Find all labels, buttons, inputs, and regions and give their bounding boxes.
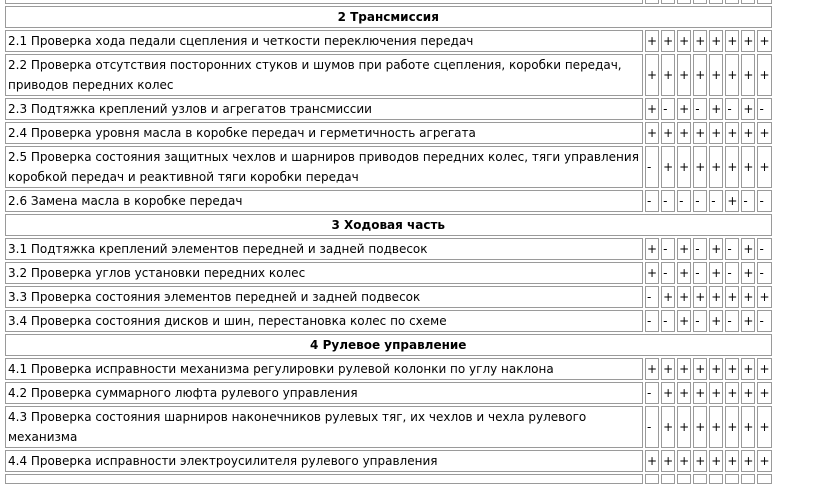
status-mark: +: [693, 382, 707, 404]
status-mark: +: [741, 30, 755, 52]
status-mark: +: [645, 262, 659, 284]
status-mark: +: [725, 190, 739, 212]
status-mark: +: [645, 238, 659, 260]
status-mark: -: [693, 310, 707, 332]
status-mark: +: [725, 382, 739, 404]
status-mark: +: [645, 450, 659, 472]
status-mark: [709, 0, 723, 4]
table-row: [5, 382, 772, 404]
item-description: 3.3 Проверка состояния элементов передней и задней подвесок: [5, 286, 643, 308]
status-mark: [693, 474, 707, 484]
status-mark: +: [693, 450, 707, 472]
status-mark: +: [693, 122, 707, 144]
status-mark: +: [677, 30, 691, 52]
table-row: [5, 358, 772, 380]
status-mark: +: [709, 54, 723, 96]
status-mark: +: [725, 54, 739, 96]
status-mark: +: [709, 122, 723, 144]
status-mark: -: [645, 406, 659, 448]
status-mark: +: [741, 310, 755, 332]
status-mark: +: [757, 54, 771, 96]
status-mark: +: [693, 358, 707, 380]
status-mark: +: [741, 286, 755, 308]
table-edge-row: [5, 0, 772, 4]
status-mark: -: [645, 310, 659, 332]
status-mark: +: [741, 262, 755, 284]
status-mark: +: [757, 286, 771, 308]
status-mark: -: [757, 262, 771, 284]
section-title: 2 Трансмиссия: [5, 6, 772, 28]
status-mark: +: [661, 406, 675, 448]
status-mark: +: [693, 146, 707, 188]
status-mark: +: [677, 122, 691, 144]
status-mark: -: [709, 190, 723, 212]
status-mark: -: [645, 382, 659, 404]
status-mark: +: [725, 450, 739, 472]
section-title: 3 Ходовая часть: [5, 214, 772, 236]
status-mark: -: [661, 310, 675, 332]
status-mark: +: [709, 382, 723, 404]
section-header-row: [5, 6, 772, 28]
status-mark: -: [645, 146, 659, 188]
section-title: 4 Рулевое управление: [5, 334, 772, 356]
status-mark: +: [757, 382, 771, 404]
table-row: [5, 146, 772, 188]
table-row: [5, 238, 772, 260]
item-description: 3.2 Проверка углов установки передних колес: [5, 262, 643, 284]
status-mark: +: [725, 122, 739, 144]
status-mark: +: [661, 286, 675, 308]
status-mark: +: [645, 98, 659, 120]
status-mark: -: [693, 190, 707, 212]
status-mark: +: [693, 30, 707, 52]
status-mark: +: [709, 310, 723, 332]
item-description: 3.1 Подтяжка креплений элементов передней и задней подвесок: [5, 238, 643, 260]
status-mark: +: [677, 382, 691, 404]
status-mark: -: [693, 98, 707, 120]
status-mark: +: [709, 406, 723, 448]
status-mark: +: [757, 122, 771, 144]
status-mark: -: [757, 190, 771, 212]
item-description: 2.6 Замена масла в коробке передач: [5, 190, 643, 212]
table-edge-row: [5, 474, 772, 484]
status-mark: +: [677, 146, 691, 188]
status-mark: +: [741, 122, 755, 144]
status-mark: +: [709, 450, 723, 472]
status-mark: +: [709, 30, 723, 52]
status-mark: +: [757, 30, 771, 52]
status-mark: [725, 474, 739, 484]
status-mark: [677, 474, 691, 484]
status-mark: +: [709, 358, 723, 380]
status-mark: +: [677, 310, 691, 332]
item-description: 2.2 Проверка отсутствия посторонних стуков и шумов при работе сцепления, коробки передач, приводов передних колес: [5, 54, 643, 96]
status-mark: -: [645, 190, 659, 212]
status-mark: +: [741, 54, 755, 96]
status-mark: +: [725, 286, 739, 308]
status-mark: -: [757, 238, 771, 260]
table-row: [5, 98, 772, 120]
status-mark: +: [661, 146, 675, 188]
status-mark: [709, 474, 723, 484]
status-mark: +: [645, 122, 659, 144]
item-description: 2.1 Проверка хода педали сцепления и четкости переключения передач: [5, 30, 643, 52]
section-header-row: [5, 214, 772, 236]
status-mark: +: [661, 122, 675, 144]
status-mark: +: [725, 146, 739, 188]
item-description: 4.4 Проверка исправности электроусилителя рулевого управления: [5, 450, 643, 472]
status-mark: +: [757, 358, 771, 380]
status-mark: [757, 474, 771, 484]
status-mark: +: [709, 262, 723, 284]
item-description: 2.4 Проверка уровня масла в коробке передач и герметичность агрегата: [5, 122, 643, 144]
table-row: [5, 310, 772, 332]
status-mark: +: [661, 54, 675, 96]
table-row: [5, 450, 772, 472]
table-row: [5, 54, 772, 96]
status-mark: +: [677, 450, 691, 472]
status-mark: +: [709, 238, 723, 260]
item-description: 4.3 Проверка состояния шарниров наконечников рулевых тяг, их чехлов и чехла рулевого механизма: [5, 406, 643, 448]
item-description: [5, 474, 643, 484]
table-row: [5, 30, 772, 52]
status-mark: -: [645, 286, 659, 308]
item-description: 4.2 Проверка суммарного люфта рулевого управления: [5, 382, 643, 404]
status-mark: +: [677, 406, 691, 448]
status-mark: [741, 474, 755, 484]
status-mark: +: [693, 286, 707, 308]
status-mark: +: [725, 406, 739, 448]
status-mark: -: [693, 262, 707, 284]
status-mark: -: [693, 238, 707, 260]
maintenance-table: [3, 0, 774, 486]
status-mark: -: [757, 98, 771, 120]
status-mark: +: [741, 406, 755, 448]
status-mark: +: [741, 98, 755, 120]
status-mark: -: [725, 310, 739, 332]
status-mark: [645, 474, 659, 484]
item-description: 2.5 Проверка состояния защитных чехлов и шарниров приводов передних колес, тяги управления коробкой передач и реактивной тяги коробки передач: [5, 146, 643, 188]
item-description: 4.1 Проверка исправности механизма регулировки рулевой колонки по углу наклона: [5, 358, 643, 380]
status-mark: -: [741, 190, 755, 212]
status-mark: +: [693, 54, 707, 96]
status-mark: +: [757, 146, 771, 188]
status-mark: +: [677, 262, 691, 284]
status-mark: +: [661, 382, 675, 404]
status-mark: [661, 0, 675, 4]
status-mark: -: [757, 310, 771, 332]
status-mark: +: [725, 358, 739, 380]
status-mark: +: [677, 54, 691, 96]
status-mark: +: [709, 98, 723, 120]
status-mark: +: [709, 286, 723, 308]
status-mark: +: [661, 450, 675, 472]
status-mark: [677, 0, 691, 4]
status-mark: [693, 0, 707, 4]
table-row: [5, 286, 772, 308]
status-mark: +: [645, 30, 659, 52]
status-mark: -: [661, 98, 675, 120]
status-mark: -: [725, 98, 739, 120]
status-mark: +: [725, 30, 739, 52]
status-mark: -: [725, 262, 739, 284]
status-mark: +: [661, 30, 675, 52]
status-mark: +: [693, 406, 707, 448]
status-mark: -: [725, 238, 739, 260]
status-mark: +: [661, 358, 675, 380]
table-row: [5, 190, 772, 212]
status-mark: +: [741, 146, 755, 188]
item-description: 2.3 Подтяжка креплений узлов и агрегатов трансмиссии: [5, 98, 643, 120]
status-mark: +: [741, 382, 755, 404]
status-mark: +: [677, 238, 691, 260]
status-mark: [645, 0, 659, 4]
status-mark: [757, 0, 771, 4]
status-mark: +: [757, 450, 771, 472]
status-mark: +: [741, 238, 755, 260]
status-mark: +: [645, 54, 659, 96]
status-mark: +: [645, 358, 659, 380]
status-mark: [741, 0, 755, 4]
table-row: [5, 406, 772, 448]
section-header-row: [5, 334, 772, 356]
item-description: [5, 0, 643, 4]
status-mark: +: [709, 146, 723, 188]
status-mark: -: [677, 190, 691, 212]
status-mark: +: [757, 406, 771, 448]
table-row: [5, 122, 772, 144]
status-mark: [661, 474, 675, 484]
status-mark: -: [661, 190, 675, 212]
item-description: 3.4 Проверка состояния дисков и шин, перестановка колес по схеме: [5, 310, 643, 332]
status-mark: +: [677, 358, 691, 380]
status-mark: -: [661, 262, 675, 284]
status-mark: [725, 0, 739, 4]
status-mark: +: [677, 98, 691, 120]
status-mark: +: [677, 286, 691, 308]
table-row: [5, 262, 772, 284]
status-mark: +: [741, 358, 755, 380]
status-mark: -: [661, 238, 675, 260]
status-mark: +: [741, 450, 755, 472]
